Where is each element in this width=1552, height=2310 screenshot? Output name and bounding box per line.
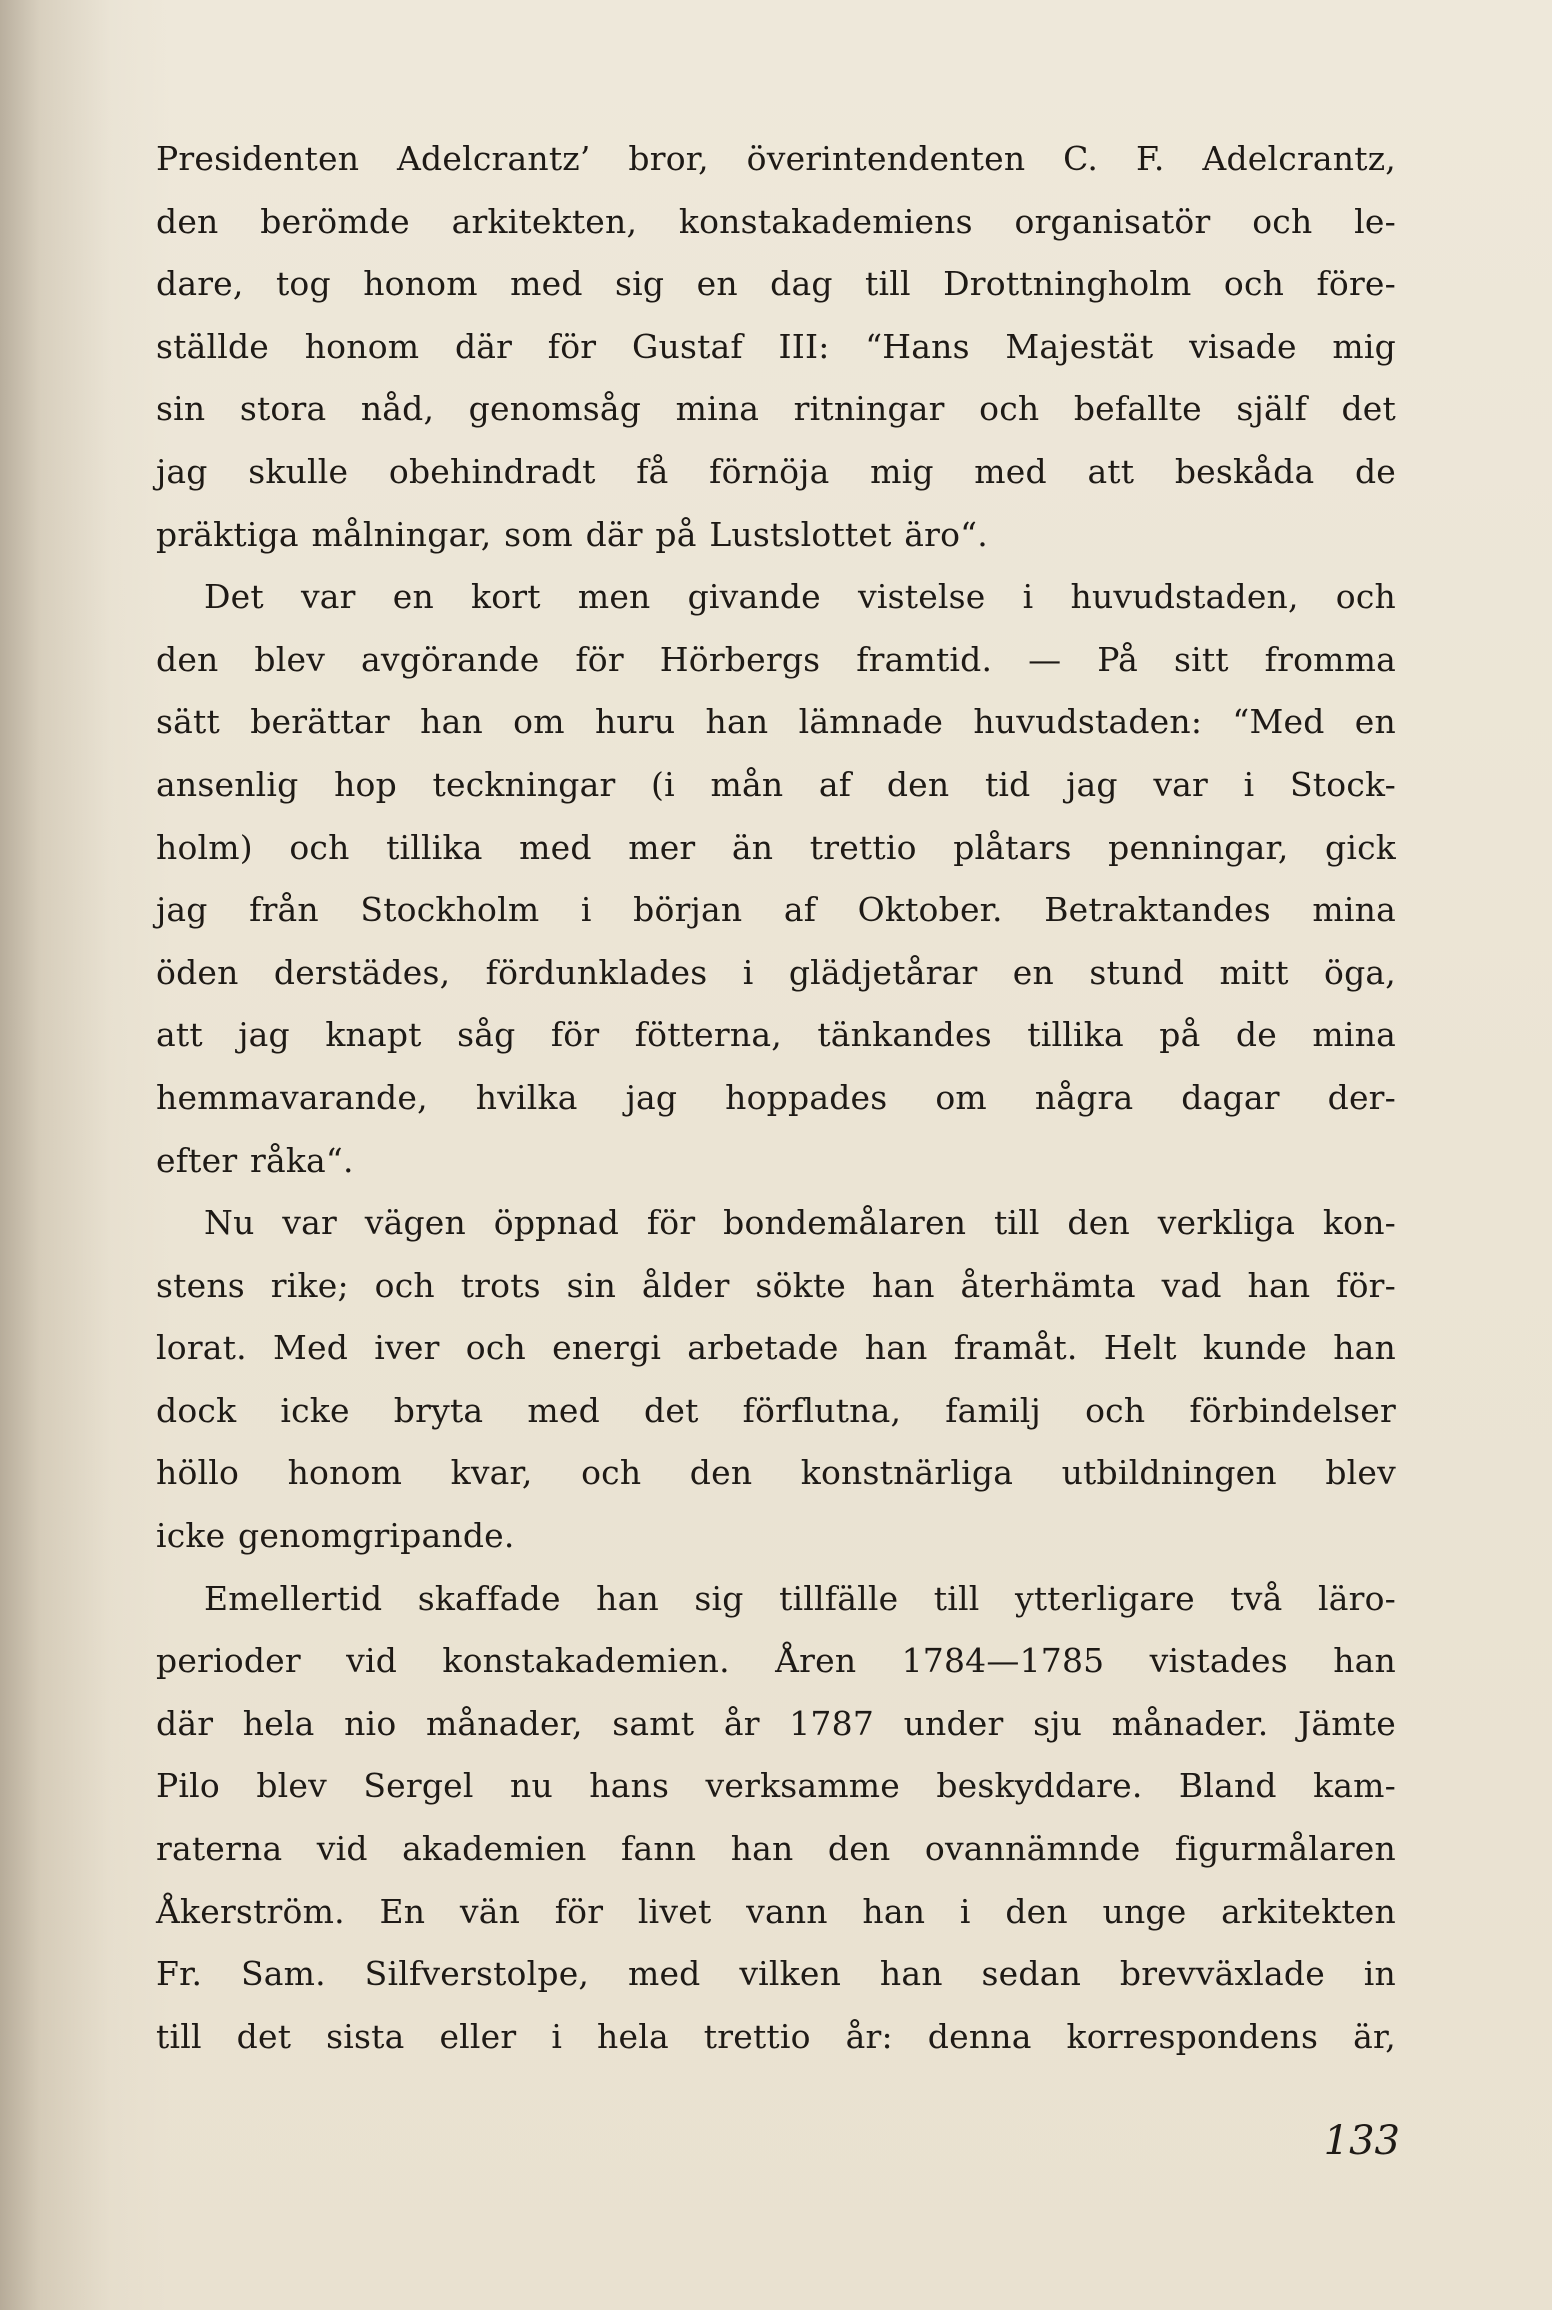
text-line: präktiga målningar, som där på Lustslottet äro“. [156,514,988,554]
paragraph-1 [156,128,1396,566]
text-line: öden derstädes, fördunklades i glädjetårar en stund mitt öga, [156,952,1396,992]
text-line: den blev avgörande för Hörbergs framtid. — På sitt fromma [156,639,1396,679]
text-line: holm) och tillika med mer än trettio plåtars penningar, gick [156,827,1396,867]
text-line: ansenlig hop teckningar (i mån af den tid jag var i Stock- [156,764,1396,804]
text-line: sätt berättar han om huru han lämnade huvudstaden: “Med en [156,702,1396,742]
text-line: jag skulle obehindradt få förnöja mig med att beskåda de [156,451,1396,491]
text-line: stens rike; och trots sin ålder sökte han återhämta vad han för- [156,1265,1396,1305]
text-line: Pilo blev Sergel nu hans verksamme beskyddare. Bland kam- [156,1766,1396,1806]
text-line: Åkerström. En vän för livet vann han i den unge arkitekten [156,1891,1396,1931]
text-line: perioder vid konstakademien. Åren 1784—1785 vistades han [156,1641,1396,1681]
text-line: att jag knapt såg för fötterna, tänkandes tillika på de mina [156,1015,1396,1055]
paragraph-4 [156,1568,1396,2069]
text-line: ställde honom där för Gustaf III: “Hans Majestät visade mig [156,326,1396,366]
text-line: Nu var vägen öppnad för bondemålaren till den verkliga kon- [204,1203,1396,1243]
text-line: dock icke bryta med det förflutna, familj och förbindelser [156,1390,1396,1430]
text-line: efter råka“. [156,1140,354,1180]
text-line: Presidenten Adelcrantz’ bror, överintendenten C. F. Adelcrantz, [156,139,1396,178]
text-line: raterna vid akademien fann han den ovannämnde figurmålaren [156,1829,1396,1869]
text-line: hemmavarande, hvilka jag hoppades om några dagar der- [156,1077,1396,1117]
text-line: där hela nio månader, samt år 1787 under sju månader. Jämte [156,1703,1396,1743]
text-line: sin stora nåd, genomsåg mina ritningar och befallte själf det [156,389,1396,429]
body-text [156,128,1396,2068]
text-line: den berömde arkitekten, konstakademiens organisatör och le- [156,201,1396,241]
text-line: icke genomgripande. [156,1516,515,1556]
paragraph-3 [156,1192,1396,1568]
text-line: till det sista eller i hela trettio år: denna korrespondens är, [156,2016,1396,2056]
text-line: Fr. Sam. Silfverstolpe, med vilken han sedan brevväxlade in [156,1954,1396,1994]
page-number: 133 [1323,2118,1400,2164]
text-line: Det var en kort men givande vistelse i huvudstaden, och [204,577,1396,617]
text-line: höllo honom kvar, och den konstnärliga utbildningen blev [156,1453,1396,1493]
text-line: lorat. Med iver och energi arbetade han framåt. Helt kunde han [156,1328,1396,1368]
text-line: dare, tog honom med sig en dag till Drottningholm och före- [156,264,1396,304]
paragraph-2 [156,566,1396,1192]
text-line: jag från Stockholm i början af Oktober. Betraktandes mina [156,890,1396,930]
text-line: Emellertid skaffade han sig tillfälle till ytterligare två läro- [204,1578,1396,1618]
